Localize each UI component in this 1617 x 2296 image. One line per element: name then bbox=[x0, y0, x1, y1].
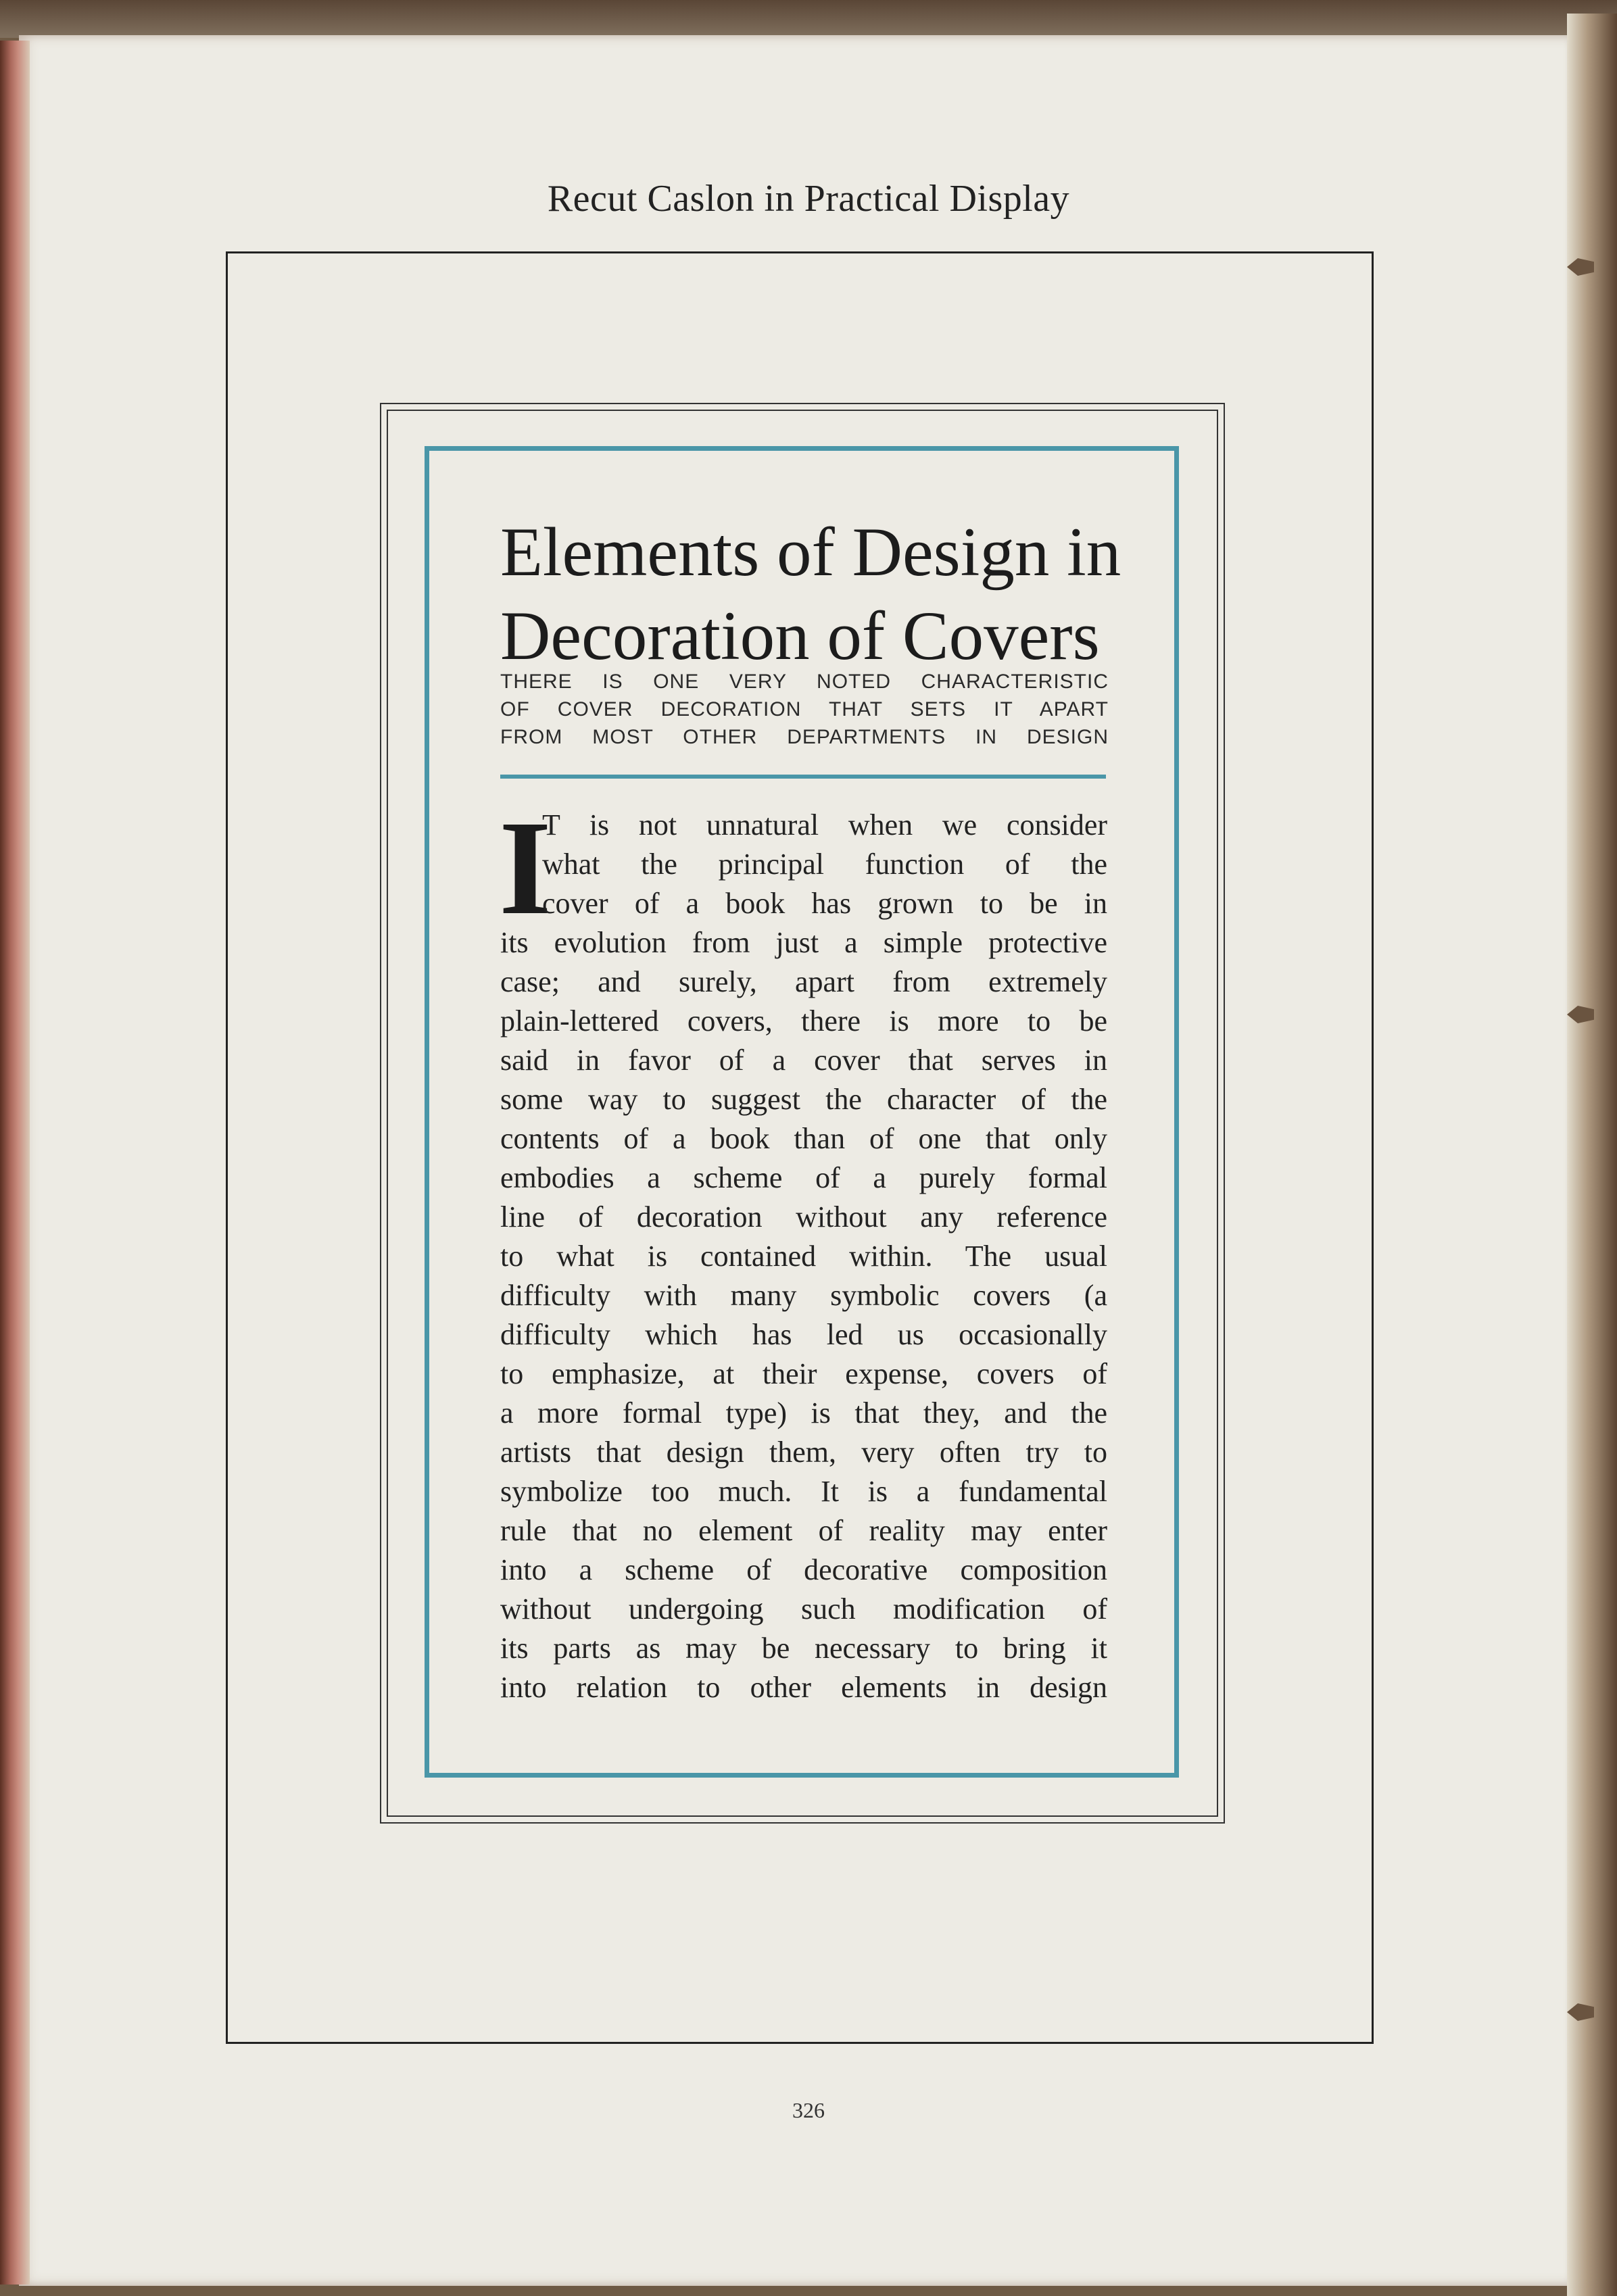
page-number: 326 bbox=[792, 2098, 825, 2122]
article-subhead bbox=[500, 668, 1109, 751]
body-line: a more formal type) is that they, and the bbox=[500, 1396, 1107, 1430]
subhead-line: OF COVER DECORATION THAT SETS IT APART bbox=[500, 698, 1109, 720]
page-edge-left bbox=[0, 41, 30, 2285]
body-line: cover of a book has grown to be in bbox=[542, 887, 1107, 920]
body-line: into a scheme of decorative composition bbox=[500, 1553, 1107, 1586]
body-line: rule that no element of reality may enter bbox=[500, 1514, 1107, 1547]
body-line: to emphasize, at their expense, covers of bbox=[500, 1357, 1107, 1390]
body-line: some way to suggest the character of the bbox=[500, 1083, 1107, 1116]
running-head: Recut Caslon in Practical Display bbox=[547, 178, 1070, 220]
body-line: into relation to other elements in design bbox=[500, 1671, 1107, 1704]
body-line: what the principal function of the bbox=[542, 848, 1107, 881]
body-line: case; and surely, apart from extremely bbox=[500, 965, 1107, 998]
body-line: contents of a book than of one that only bbox=[500, 1122, 1107, 1155]
title-line: Decoration of Covers bbox=[500, 597, 1100, 675]
body-line: its parts as may be necessary to bring it bbox=[500, 1632, 1107, 1665]
body-line: difficulty with many symbolic covers (a bbox=[500, 1279, 1107, 1312]
body-line: to what is contained within. The usual bbox=[500, 1240, 1107, 1273]
subhead-line: FROM MOST OTHER DEPARTMENTS IN DESIGN bbox=[500, 726, 1109, 748]
drop-cap: I bbox=[499, 793, 552, 943]
body-line: plain-lettered covers, there is more to be bbox=[500, 1004, 1107, 1037]
article-title bbox=[500, 510, 1121, 678]
body-line: artists that design them, very often try to bbox=[500, 1436, 1107, 1469]
subhead-rule bbox=[500, 775, 1106, 779]
body-line: embodies a scheme of a purely formal bbox=[500, 1161, 1107, 1194]
body-line: said in favor of a cover that serves in bbox=[500, 1044, 1107, 1077]
subhead-line: THERE IS ONE VERY NOTED CHARACTERISTIC bbox=[500, 670, 1109, 693]
body-line: difficulty which has led us occasionally bbox=[500, 1318, 1107, 1351]
body-line: symbolize too much. It is a fundamental bbox=[500, 1475, 1107, 1508]
article-body bbox=[499, 793, 1107, 1707]
title-line: Elements of Design in bbox=[500, 514, 1121, 591]
body-line: T is not unnatural when we consider bbox=[542, 808, 1107, 841]
body-line: without undergoing such modification of bbox=[500, 1592, 1107, 1626]
body-line: line of decoration without any reference bbox=[500, 1200, 1107, 1234]
book-top-edge bbox=[0, 0, 1617, 38]
body-line: its evolution from just a simple protective bbox=[500, 926, 1107, 959]
page-edge-right bbox=[1567, 14, 1617, 2296]
